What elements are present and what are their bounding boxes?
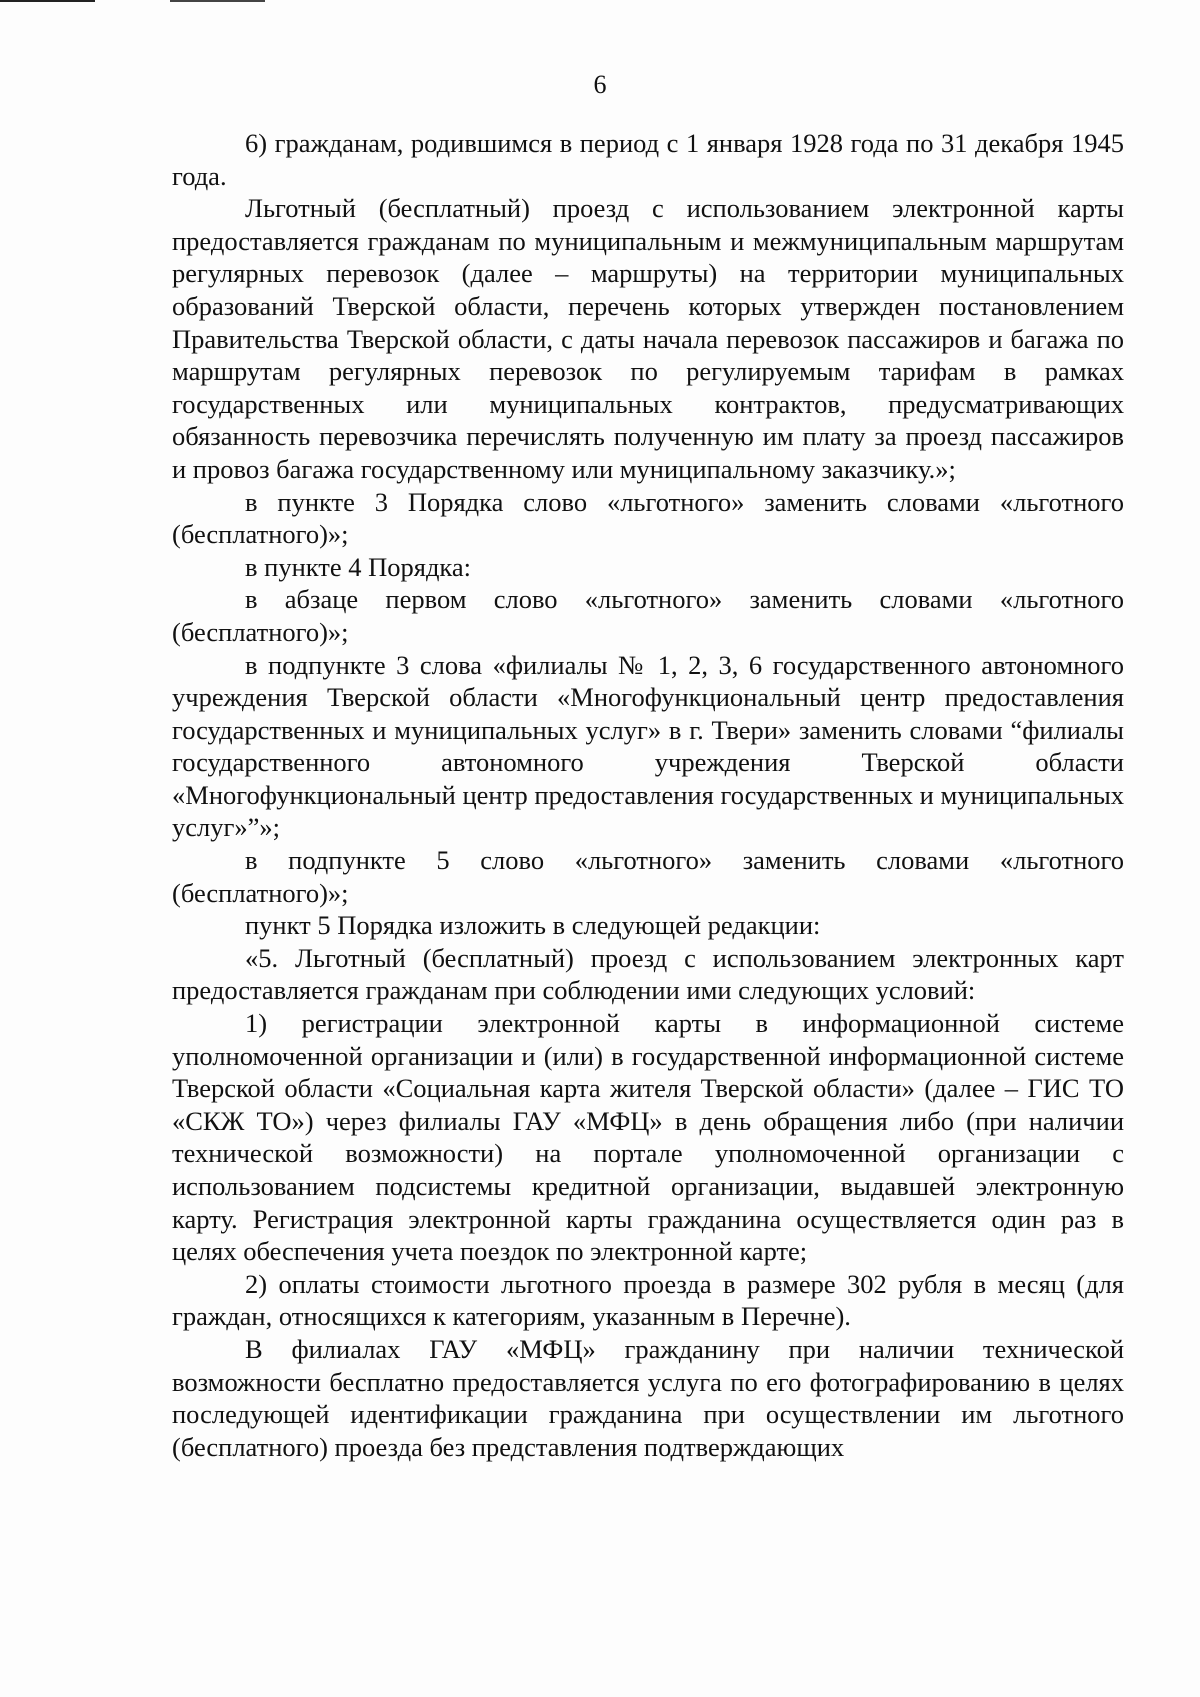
paragraph: 2) оплаты стоимости льготного проезда в размере 302 рубля в месяц (для граждан, относящихся к категориям, указанным в Перечне). <box>172 1268 1124 1332</box>
paragraph: Льготный (бесплатный) проезд с использованием электронной карты предоставляется гражданам по муниципальным и межмуниципальным маршрутам регулярных перевозок (далее – маршруты) на территории муниципальных образований Тверской области, перечень которых утвержден постановлением Правительства Тверской области, с даты начала перевозок пассажиров и багажа по маршрутам регулярных перевозок по регулируемым тарифам в рамках государственных или муниципальных контрактов, предусматривающих обязанность перевозчика перечислять полученную им плату за проезд пассажиров и провоз багажа государственному или муниципальному заказчику.»; <box>172 193 1124 484</box>
document-body <box>172 127 1124 1463</box>
paragraph: «5. Льготный (бесплатный) проезд с использованием электронных карт предоставляется гражданам при соблюдении ими следующих условий: <box>172 942 1124 1006</box>
paragraph: В филиалах ГАУ «МФЦ» гражданину при наличии технической возможности бесплатно предоставляется услуга по его фотографированию в целях последующей идентификации гражданина при осуществлении им льготного (бесплатного) проезда без представления подтверждающих <box>172 1333 1124 1462</box>
paragraph: 6) гражданам, родившимся в период с 1 января 1928 года по 31 декабря 1945 года. <box>172 128 1124 191</box>
scan-edge-mark <box>0 0 95 2</box>
scan-edge-mark <box>170 0 265 2</box>
paragraph: в абзаце первом слово «льготного» заменить словами «льготного (бесплатного)»; <box>172 584 1124 647</box>
paragraph: 1) регистрации электронной карты в информационной системе уполномоченной организации и (или) в государственной информационной системе Тверской области «Социальная карта жителя Тверской области» (далее – ГИС ТО «СКЖ ТО») через филиалы ГАУ «МФЦ» в день обращения либо (при наличии технической возможности) на портале уполномоченной организации с использованием подсистемы кредитной организации, выдавшей электронную карту. Регистрация электронной карты гражданина осуществляется один раз в целях обеспечения учета поездок по электронной карте; <box>172 1008 1124 1267</box>
paragraph: в пункте 4 Порядка: <box>245 551 472 582</box>
paragraph: в пункте 3 Порядка слово «льготного» заменить словами «льготного (бесплатного)»; <box>172 486 1124 550</box>
paragraph: пункт 5 Порядка изложить в следующей редакции: <box>245 910 821 941</box>
paragraph: в подпункте 5 слово «льготного» заменить словами «льготного (бесплатного)»; <box>172 845 1124 908</box>
page-number: 6 <box>593 70 607 99</box>
paragraph: в подпункте 3 слова «филиалы № 1, 2, 3, 6 государственного автономного учреждения Тверской области «Многофункциональный центр предоставления государственных и муниципальных услуг» в г. Твери» заменить словами “филиалы государственного автономного учреждения Тверской области «Многофункциональный центр предоставления государственных и муниципальных услуг»”»; <box>172 649 1124 843</box>
